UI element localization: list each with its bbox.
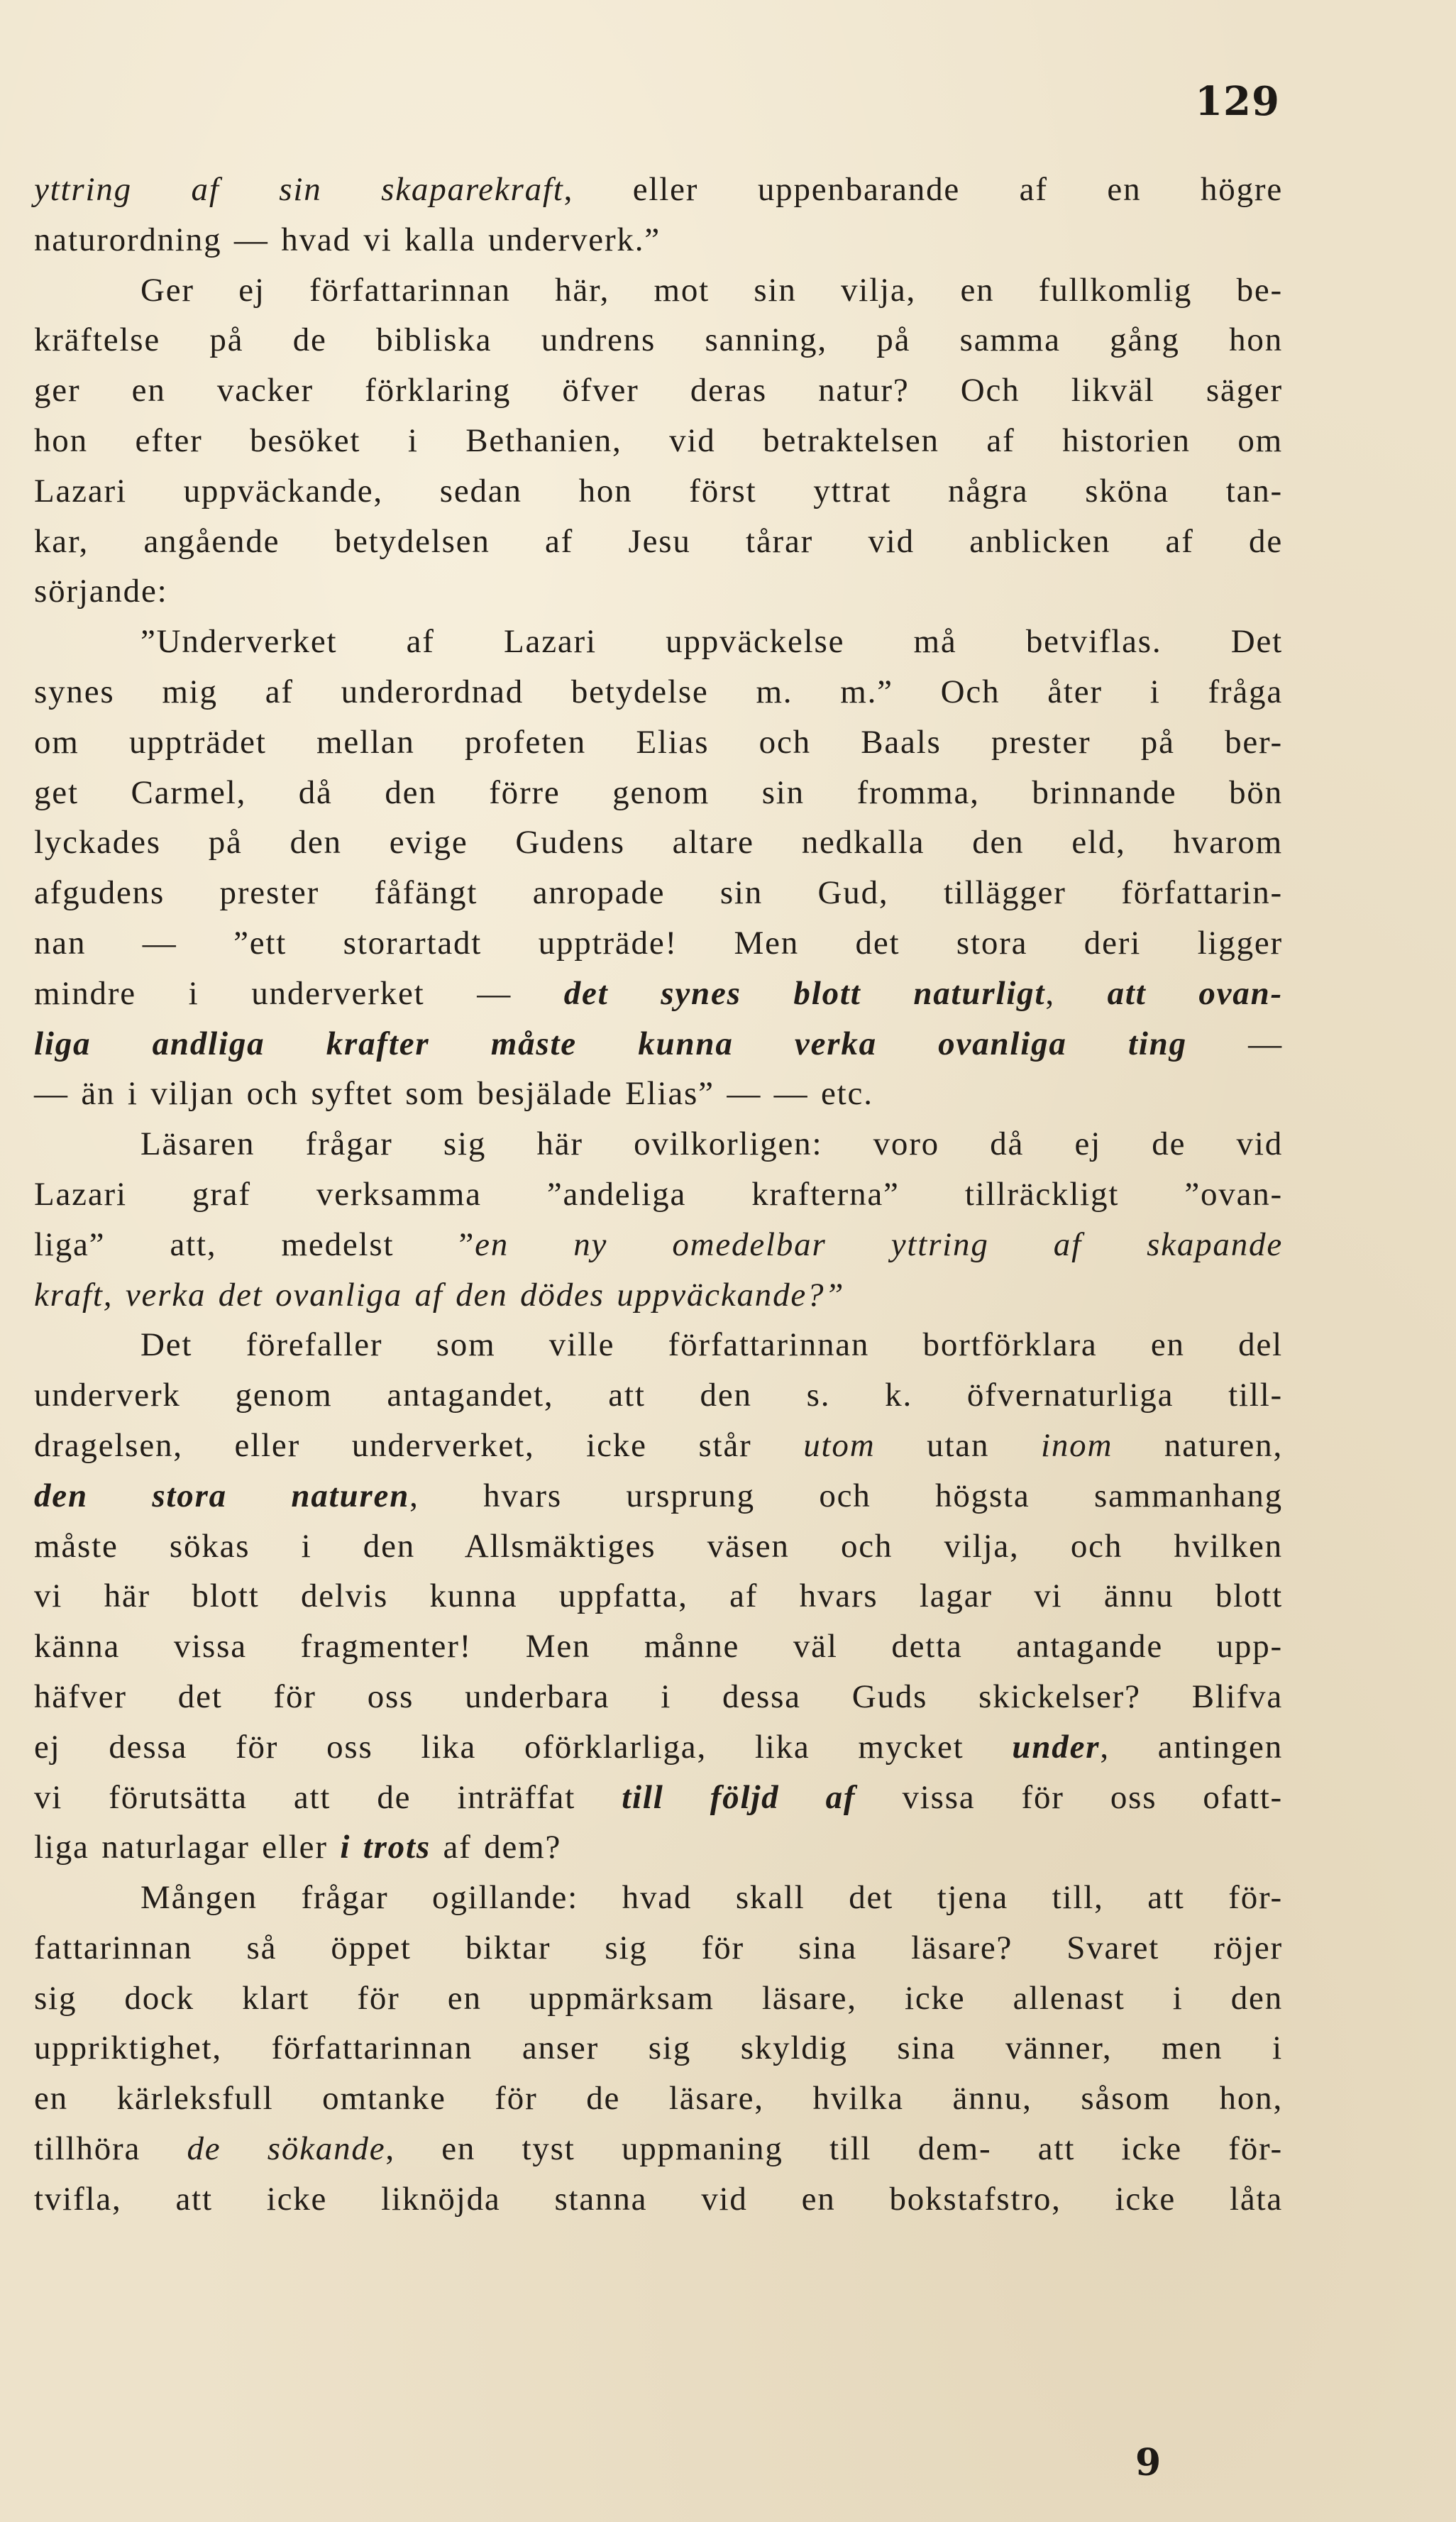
text-segment: get Carmel, då den förre genom sin fromma, brinnande bön	[34, 773, 1283, 811]
text-segment: kar, angående betydelsen af Jesu tårar vid anblicken af de	[34, 522, 1283, 560]
emphasized-text: i trots	[340, 1829, 431, 1866]
text-line	[34, 969, 1283, 1019]
text-line	[34, 315, 1283, 365]
text-line	[34, 265, 1283, 316]
text-segment: om uppträdet mellan profeten Elias och Baals prester på ber-	[34, 723, 1283, 761]
text-line	[34, 1873, 1283, 1923]
text-segment: liga” att, medelst ”	[34, 1226, 475, 1263]
text-segment: mindre i underverket —	[34, 974, 564, 1012]
text-line	[34, 868, 1283, 918]
emphasized-text: yttring af sin skaparekraft	[34, 171, 564, 208]
text-line	[34, 1621, 1283, 1672]
text-line	[34, 2074, 1283, 2124]
text-line	[34, 1069, 1283, 1119]
text-line	[34, 566, 1283, 617]
text-segment: af dem?	[430, 1829, 562, 1866]
text-line	[34, 2174, 1283, 2225]
text-line	[34, 1169, 1283, 1220]
text-segment: häfver det för oss underbara i dessa Guds skickelser? Blifva	[34, 1678, 1283, 1715]
text-segment: naturordning — hvad vi kalla underverk.”	[34, 221, 661, 258]
text-line	[34, 1370, 1283, 1421]
text-line	[34, 1471, 1283, 1521]
emphasized-text: kraft, verka det ovanliga af den dödes uppväckande?”	[34, 1276, 845, 1314]
text-line	[34, 717, 1283, 768]
emphasized-text: liga andliga krafter måste kunna verka ovanliga ting	[34, 1025, 1187, 1062]
text-segment: känna vissa fragmenter! Men månne väl detta antagande upp-	[34, 1628, 1283, 1665]
text-segment: afgudens prester fåfängt anropade sin Gud, tillägger författarin-	[34, 874, 1283, 912]
text-segment: naturen,	[1113, 1426, 1283, 1464]
text-segment: kräftelse på de bibliska undrens sanning, på samma gång hon	[34, 321, 1283, 359]
text-segment: , eller uppenbarande af en högre	[563, 171, 1283, 208]
text-line	[34, 1822, 1283, 1873]
text-line	[34, 1320, 1283, 1370]
text-line	[34, 768, 1283, 818]
text-segment: vissa för oss ofatt-	[856, 1778, 1284, 1816]
text-segment: Ger ej författarinnan här, mot sin vilja, en fullkomlig be-	[140, 271, 1283, 309]
text-line	[34, 1119, 1283, 1169]
emphasized-text: en ny omedelbar yttring af skapande	[475, 1226, 1283, 1263]
text-line	[34, 1270, 1283, 1321]
text-segment: , hvars ursprung och högsta sammanhang	[409, 1477, 1283, 1514]
text-line	[34, 918, 1283, 969]
text-segment: nan — ”ett storartadt uppträde! Men det stora deri ligger	[34, 924, 1283, 962]
text-segment: ej dessa för oss lika oförklarliga, lika mycket	[34, 1728, 1013, 1766]
text-segment: sörjande:	[34, 573, 168, 610]
emphasized-text: under	[1012, 1728, 1101, 1766]
text-line	[34, 215, 1283, 265]
emphasized-text: att ovan-	[1107, 974, 1283, 1012]
text-line	[34, 1722, 1283, 1773]
text-line	[34, 416, 1283, 466]
text-segment: liga naturlagar eller	[34, 1829, 341, 1866]
text-segment: synes mig af underordnad betydelse m. m.” Och åter i fråga	[34, 673, 1283, 710]
emphasized-text: utom	[803, 1426, 876, 1464]
text-line	[34, 617, 1283, 667]
text-segment: sig dock klart för en uppmärksam läsare, icke allenast i den	[34, 1979, 1283, 2017]
text-segment: utan	[875, 1426, 1041, 1464]
text-segment: Lazari graf verksamma ”andeliga krafterna” tillräckligt ”ovan-	[34, 1175, 1283, 1213]
text-segment: dragelsen, eller underverket, icke står	[34, 1426, 804, 1464]
body-text	[34, 165, 1283, 2225]
text-line	[34, 365, 1283, 416]
text-segment: vi här blott delvis kunna uppfatta, af hvars lagar vi ännu blott	[34, 1577, 1283, 1615]
text-line	[34, 1672, 1283, 1722]
text-segment: tillhöra	[34, 2130, 187, 2168]
emphasized-text: de sökande	[187, 2130, 386, 2168]
text-line	[34, 1923, 1283, 1973]
text-segment: uppriktighet, författarinnan anser sig skyldig sina vänner, men i	[34, 2030, 1283, 2067]
text-line	[34, 1220, 1283, 1270]
text-segment: hon efter besöket i Bethanien, vid betraktelsen af historien om	[34, 422, 1283, 459]
text-segment: en kärleksfull omtanke för de läsare, hvilka ännu, såsom hon,	[34, 2080, 1283, 2118]
text-line	[34, 1973, 1283, 2024]
text-line	[34, 1521, 1283, 1572]
signature-mark: 9	[1135, 2441, 1162, 2484]
emphasized-text: det synes blott naturligt	[563, 974, 1046, 1012]
text-segment: Lazari uppväckande, sedan hon först yttrat några sköna tan-	[34, 472, 1283, 510]
text-segment: , antingen	[1100, 1728, 1283, 1766]
text-segment: ger en vacker förklaring öfver deras natur? Och likväl säger	[34, 372, 1283, 409]
text-line	[34, 2124, 1283, 2174]
text-line	[34, 2023, 1283, 2074]
text-line	[34, 817, 1283, 868]
text-segment: ”Underverket af Lazari uppväckelse må betviflas. Det	[140, 623, 1283, 661]
text-segment: fattarinnan så öppet biktar sig för sina läsare? Svaret röjer	[34, 1929, 1283, 1966]
text-segment: ,	[1045, 974, 1108, 1012]
text-line	[34, 1421, 1283, 1471]
text-line	[34, 466, 1283, 517]
emphasized-text: den stora naturen	[34, 1477, 410, 1514]
text-line	[34, 165, 1283, 215]
text-line	[34, 667, 1283, 717]
text-segment: måste sökas i den Allsmäktiges väsen och vilja, och hvilken	[34, 1527, 1283, 1565]
text-segment: Läsaren frågar sig här ovilkorligen: voro då ej de vid	[140, 1125, 1283, 1163]
text-segment: lyckades på den evige Gudens altare nedkalla den eld, hvarom	[34, 824, 1283, 861]
text-segment: vi förutsätta att de inträffat	[34, 1778, 622, 1816]
text-segment: — än i viljan och syftet som besjälade Elias” — — etc.	[34, 1075, 873, 1113]
text-segment: underverk genom antagandet, att den s. k. öfvernaturliga till-	[34, 1377, 1283, 1414]
text-segment: —	[1186, 1025, 1283, 1062]
text-line	[34, 1773, 1283, 1823]
text-segment: Det förefaller som ville författarinnan bortförklara en del	[140, 1326, 1283, 1364]
page-number: 129	[1195, 78, 1280, 125]
text-segment: Mången frågar ogillande: hvad skall det tjena till, att för-	[140, 1879, 1283, 1917]
text-line	[34, 1571, 1283, 1621]
text-line	[34, 1019, 1283, 1069]
emphasized-text: inom	[1041, 1426, 1113, 1464]
text-line	[34, 517, 1283, 567]
emphasized-text: till följd af	[622, 1778, 856, 1816]
text-segment: , en tyst uppmaning till dem- att icke för-	[385, 2130, 1284, 2168]
text-segment: tvifla, att icke liknöjda stanna vid en bokstafstro, icke låta	[34, 2180, 1283, 2218]
